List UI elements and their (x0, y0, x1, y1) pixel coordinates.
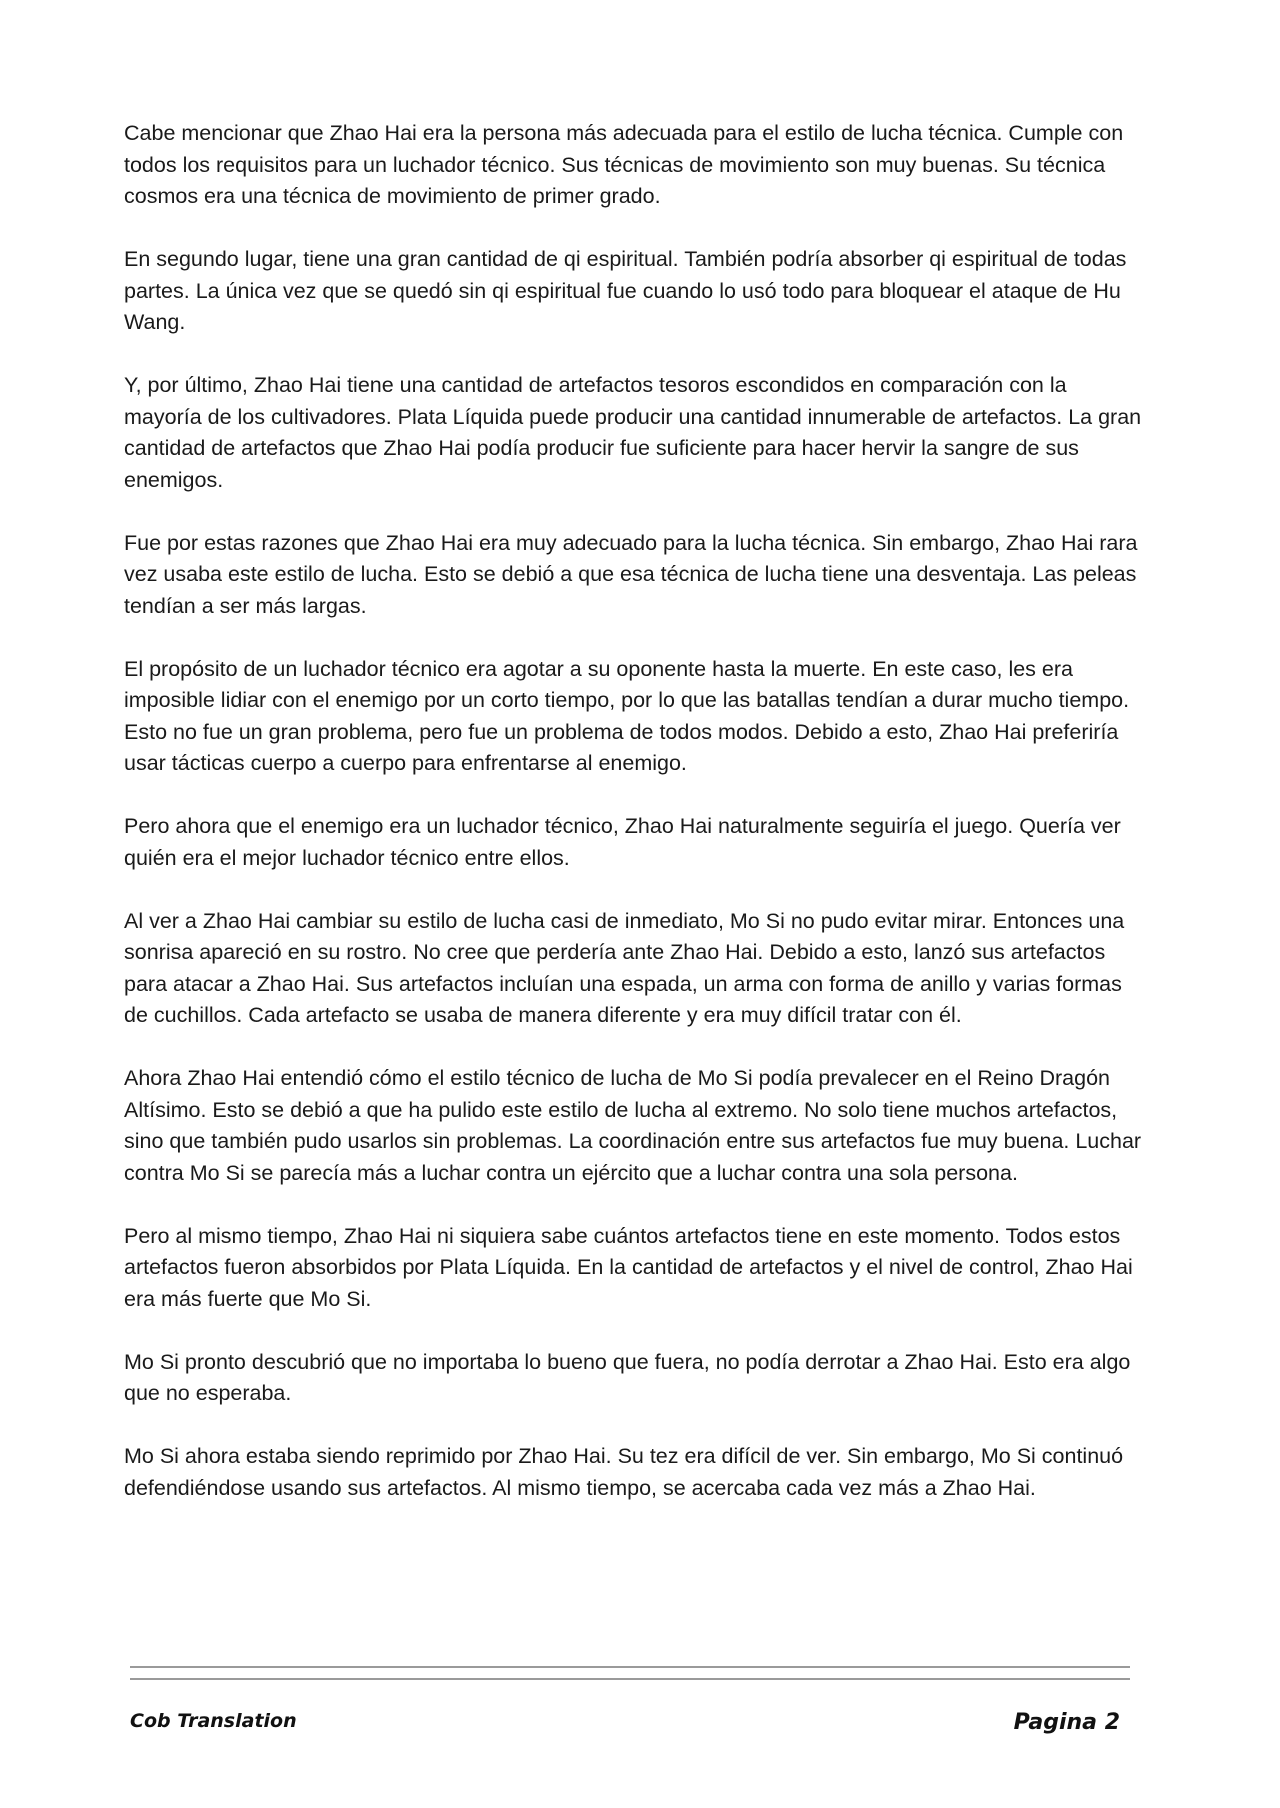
footer-divider (130, 1666, 1130, 1680)
paragraph: Ahora Zhao Hai entendió cómo el estilo técnico de lucha de Mo Si podía prevalecer en el Reino Dragón Altísimo. Esto se debió a que ha pulido este estilo de lucha al extremo. No solo tiene muchos artefactos, sino que también pudo usarlos sin problemas. La coordinación entre sus artefactos fue muy buena. Luchar contra Mo Si se parecía más a luchar contra un ejército que a luchar contra una sola persona. (124, 1066, 1142, 1185)
paragraph: Y, por último, Zhao Hai tiene una cantidad de artefactos tesoros escondidos en comparación con la mayoría de los cultivadores. Plata Líquida puede producir una cantidad innumerable de artefactos. La gran cantidad de artefactos que Zhao Hai podía producir fue suficiente para hacer hervir la sangre de sus enemigos. (124, 373, 1142, 492)
paragraph: En segundo lugar, tiene una gran cantidad de qi espiritual. También podría absorber qi espiritual de todas partes. La única vez que se quedó sin qi espiritual fue cuando lo usó todo para bloquear el ataque de Hu Wang. (124, 247, 1127, 334)
footer-divider-line-top (130, 1666, 1130, 1668)
paragraph: Pero al mismo tiempo, Zhao Hai ni siquiera sabe cuántos artefactos tiene en este momento. Todos estos artefactos fueron absorbidos por Plata Líquida. En la cantidad de artefactos y el nivel de control, Zhao Hai era más fuerte que Mo Si. (124, 1223, 1133, 1311)
footer-divider-line-bottom (130, 1678, 1130, 1680)
paragraph: Mo Si pronto descubrió que no importaba lo bueno que fuera, no podía derrotar a Zhao Hai. Esto era algo que no esperaba. (124, 1349, 1131, 1405)
paragraph: Fue por estas razones que Zhao Hai era muy adecuado para la lucha técnica. Sin embargo, Zhao Hai rara vez usaba este estilo de lucha. Esto se debió a que esa técnica de lucha tiene una desventaja. Las peleas tendían a ser más largas. (124, 530, 1138, 618)
paragraph: Pero ahora que el enemigo era un luchador técnico, Zhao Hai naturalmente seguiría el juego. Quería ver quién era el mejor luchador técnico entre ellos. (124, 814, 1121, 870)
footer-translator-name: Cob Translation (130, 1710, 297, 1732)
paragraph: Mo Si ahora estaba siendo reprimido por Zhao Hai. Su tez era difícil de ver. Sin embargo, Mo Si continuó defendiéndose usando sus artefactos. Al mismo tiempo, se acercaba cada vez más a Zhao Hai. (124, 1444, 1124, 1500)
paragraph: Al ver a Zhao Hai cambiar su estilo de lucha casi de inmediato, Mo Si no pudo evitar mirar. Entonces una sonrisa apareció en su rostro. No cree que perdería ante Zhao Hai. Debido a esto, lanzó sus artefactos para atacar a Zhao Hai. Sus artefactos incluían una espada, un arma con forma de anillo y varias formas de cuchillos. Cada artefacto se usaba de manera diferente y era muy difícil tratar con él. (124, 908, 1125, 1027)
paragraph: Cabe mencionar que Zhao Hai era la persona más adecuada para el estilo de lucha técnica. Cumple con todos los requisitos para un luchador técnico. Sus técnicas de movimiento son muy buenas. Su técnica cosmos era una técnica de movimiento de primer grado. (124, 121, 1124, 208)
document-body (124, 118, 1144, 1536)
footer-page-number: Pagina 2 (1013, 1710, 1120, 1735)
paragraph: El propósito de un luchador técnico era agotar a su oponente hasta la muerte. En este caso, les era imposible lidiar con el enemigo por un corto tiempo, por lo que las batallas tendían a durar mucho tiempo. Esto no fue un gran problema, pero fue un problema de todos modos. Debido a esto, Zhao Hai preferiría usar tácticas cuerpo a cuerpo para enfrentarse al enemigo. (124, 656, 1130, 775)
